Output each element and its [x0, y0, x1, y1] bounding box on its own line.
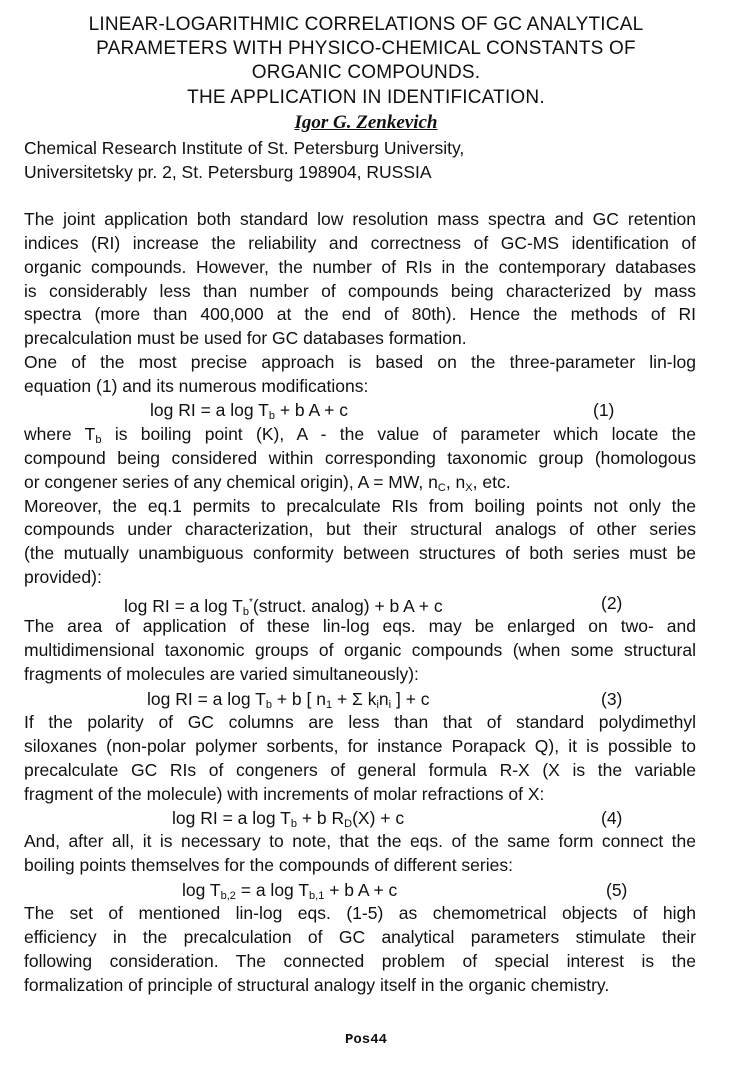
equation-3-number: (3): [601, 689, 623, 709]
equation-4-number: (4): [601, 808, 623, 828]
equation-5: $\log T_{b,2} = a$ $\log T_{b,1} + b$ A + c: [182, 880, 398, 902]
body-line: And, after all, it is necessary to note, that the eqs. of the same form connect the: [24, 831, 696, 851]
author-name: Igor G. Zenkevich: [294, 112, 438, 133]
title-line-2: PARAMETERS WITH PHYSICO-CHEMICAL CONSTANTS OF: [96, 38, 636, 59]
body-line: spectra (more than 400,000 at the end of 80th). Hence the methods of RI: [24, 304, 696, 324]
body-line: indices (RI) increase the reliability and correctness of GC-MS identification of: [24, 233, 696, 253]
body-line: organic compounds. However, the number of RIs in the contemporary databases: [24, 257, 696, 277]
body-line: compounds under characterization, but their structural analogs of other series: [24, 519, 696, 539]
body-line: fragment of the molecule) with increments of molar refractions of X:: [24, 784, 545, 804]
body-line: precalculate GC RIs of congeners of general formula R-X (X is the variable: [24, 760, 696, 780]
equation-1-number: (1): [593, 400, 615, 420]
body-line: or congener series of any chemical origin), A = MW, $n_C$, $n_X$, etc.: [24, 472, 511, 494]
body-line: boiling points themselves for the compounds of different series:: [24, 855, 513, 875]
body-line: compound being considered within corresponding taxonomic group (homologous: [24, 448, 696, 468]
body-line: siloxanes (non-polar polymer sorbents, for instance Porapack Q), it is possible to: [24, 736, 696, 756]
body-line: is considerably less than number of compounds being characterized by mass: [24, 281, 696, 301]
affiliation-line-2: Universitetsky pr. 2, St. Petersburg 198904, RUSSIA: [24, 162, 432, 182]
body-line: following consideration. The connected problem of special interest is the: [24, 951, 696, 971]
body-line: efficiency in the precalculation of GC analytical parameters stimulate their: [24, 927, 696, 947]
title-line-4: THE APPLICATION IN IDENTIFICATION.: [187, 87, 545, 108]
body-line: Moreover, the eq.1 permits to precalculate RIs from boiling points not only the: [24, 496, 696, 516]
body-line: equation (1) and its numerous modifications:: [24, 376, 369, 396]
body-line: fragments of molecules are varied simultaneously):: [24, 664, 419, 684]
equation-4: log RI = a $\log T_b + b$ $R_D(X) + c$: [172, 808, 405, 830]
title-line-3: ORGANIC COMPOUNDS.: [251, 62, 481, 83]
body-line: precalculation must be used for GC databases formation.: [24, 328, 467, 348]
affiliation-line-1: Chemical Research Institute of St. Petersburg University,: [24, 138, 465, 158]
body-line: multidimensional taxonomic groups of organic compounds (when some structural: [24, 640, 696, 660]
body-line: The joint application both standard low resolution mass spectra and GC retention: [24, 209, 696, 229]
body-line: formalization of principle of structural analogy itself in the organic chemistry.: [24, 975, 610, 995]
body-line: If the polarity of GC columns are less than that of standard polydimethyl: [24, 712, 696, 732]
title-line-1: LINEAR-LOGARITHMIC CORRELATIONS OF GC ANALYTICAL: [88, 14, 644, 35]
body-line: The set of mentioned lin-log eqs. (1-5) as chemometrical objects of high: [24, 903, 696, 923]
body-line: provided):: [24, 567, 102, 587]
equation-2: log RI = a $\log T_b^*(struct$. analog) + b A + c: [124, 595, 443, 618]
body-line: The area of application of these lin-log eqs. may be enlarged on two- and: [24, 616, 696, 636]
equation-1: log RI = a $\log T_b + b$ A + c: [150, 400, 348, 422]
equation-5-number: (5): [606, 880, 628, 900]
body-line: where $T_b$ is boiling point (K), A - the value of parameter which locate the: [24, 424, 696, 446]
equation-2-number: (2): [601, 593, 623, 613]
equation-3: log RI = a $\log T_b + b$ [ $n_1 + \Sigma$ $k_in_i$ ] + c: [147, 689, 430, 711]
body-line: (the mutually unambiguous conformity between structures of both series must be: [24, 543, 696, 563]
page-footer-label: Pos44: [344, 1032, 387, 1048]
body-line: One of the most precise approach is based on the three-parameter lin-log: [24, 352, 696, 372]
